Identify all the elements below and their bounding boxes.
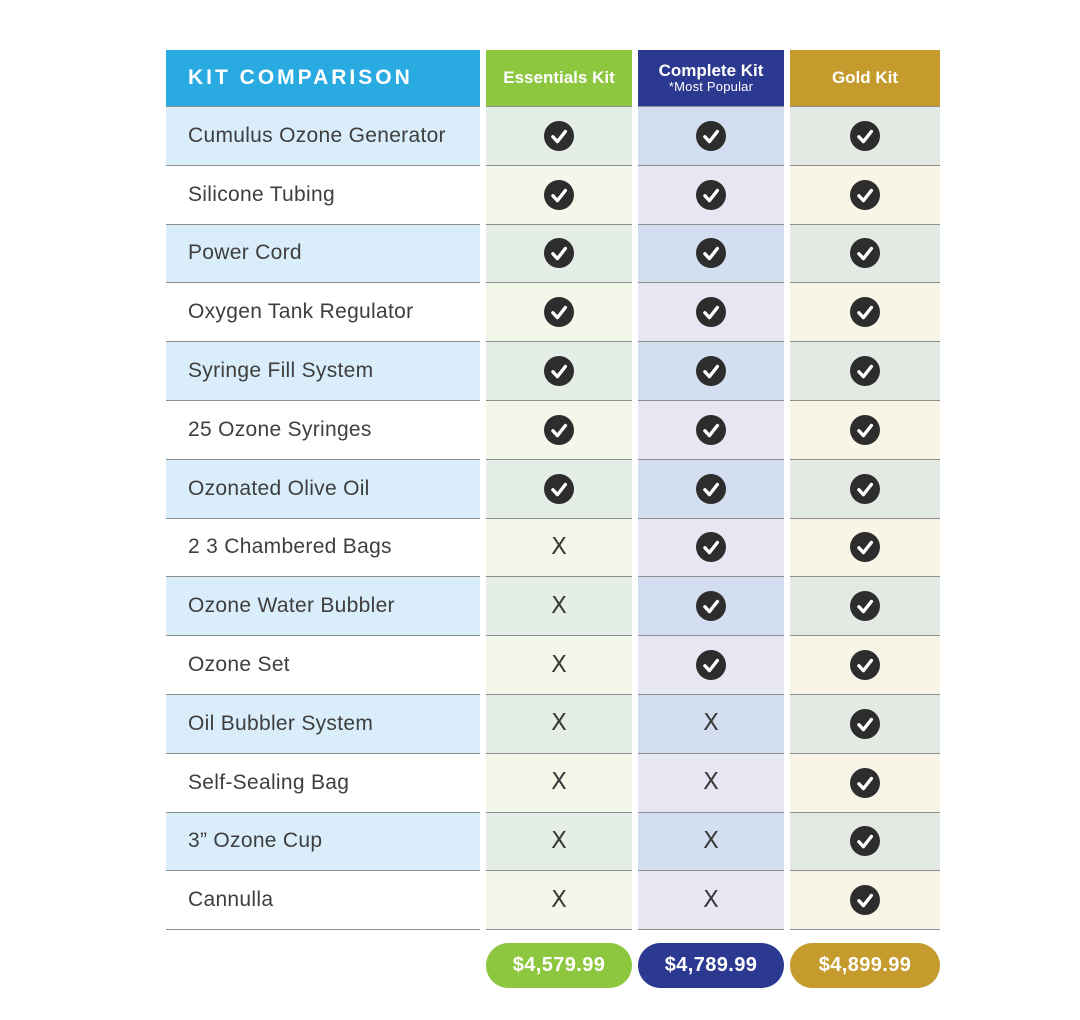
gold-kit-cell bbox=[790, 695, 940, 754]
complete-kit-cell bbox=[638, 460, 784, 519]
feature-label: Cumulus Ozone Generator bbox=[166, 107, 480, 166]
essentials-kit-cell bbox=[486, 401, 632, 460]
check-circle-icon bbox=[850, 474, 880, 504]
column-header-gold-kit bbox=[790, 50, 940, 107]
x-mark-icon: X bbox=[551, 827, 567, 854]
feature-label: 3” Ozone Cup bbox=[166, 813, 480, 872]
essentials-kit-cell bbox=[486, 577, 632, 636]
kit-comparison-table bbox=[166, 50, 940, 988]
essentials-kit-cell bbox=[486, 519, 632, 578]
most-popular-label: *Most Popular bbox=[668, 79, 754, 95]
gold-kit-cell bbox=[790, 283, 940, 342]
feature-label: Cannulla bbox=[166, 871, 480, 930]
complete-kit-cell bbox=[638, 695, 784, 754]
complete-kit-cell bbox=[638, 871, 784, 930]
check-circle-icon bbox=[696, 297, 726, 327]
check-circle-icon bbox=[544, 297, 574, 327]
x-mark-icon: X bbox=[551, 651, 567, 678]
check-circle-icon bbox=[544, 356, 574, 386]
gold-kit-cell bbox=[790, 636, 940, 695]
check-circle-icon bbox=[696, 415, 726, 445]
essentials-kit-cell bbox=[486, 813, 632, 872]
check-circle-icon bbox=[696, 591, 726, 621]
table-header-row bbox=[166, 50, 940, 107]
gold-kit-cell bbox=[790, 460, 940, 519]
essentials-kit-cell bbox=[486, 342, 632, 401]
gold-kit-cell bbox=[790, 225, 940, 284]
table-title bbox=[166, 50, 480, 107]
complete-kit-cell bbox=[638, 813, 784, 872]
x-mark-icon: X bbox=[551, 533, 567, 560]
gold-kit-cell bbox=[790, 754, 940, 813]
x-mark-icon: X bbox=[703, 827, 719, 854]
check-circle-icon bbox=[544, 474, 574, 504]
x-mark-icon: X bbox=[703, 886, 719, 913]
gold-kit-cell bbox=[790, 577, 940, 636]
price-row bbox=[166, 943, 940, 988]
check-circle-icon bbox=[850, 768, 880, 798]
check-circle-icon bbox=[850, 709, 880, 739]
check-circle-icon bbox=[696, 356, 726, 386]
x-mark-icon: X bbox=[551, 769, 567, 796]
gold-kit-cell bbox=[790, 401, 940, 460]
price-badge-complete bbox=[638, 943, 784, 988]
gold-kit-cell bbox=[790, 871, 940, 930]
check-circle-icon bbox=[850, 885, 880, 915]
complete-kit-cell bbox=[638, 519, 784, 578]
complete-kit-cell bbox=[638, 166, 784, 225]
essentials-kit-cell bbox=[486, 754, 632, 813]
complete-kit-cell bbox=[638, 107, 784, 166]
essentials-kit-cell bbox=[486, 695, 632, 754]
essentials-kit-cell bbox=[486, 871, 632, 930]
check-circle-icon bbox=[850, 297, 880, 327]
price-badge-gold bbox=[790, 943, 940, 988]
essentials-kit-label: Essentials Kit bbox=[503, 68, 615, 88]
complete-kit-label: Complete Kit bbox=[658, 60, 764, 80]
feature-label: Syringe Fill System bbox=[166, 342, 480, 401]
x-mark-icon: X bbox=[551, 710, 567, 737]
complete-kit-cell bbox=[638, 401, 784, 460]
feature-label: Ozone Set bbox=[166, 636, 480, 695]
check-circle-icon bbox=[850, 650, 880, 680]
column-header-complete-kit bbox=[638, 50, 784, 107]
check-circle-icon bbox=[850, 415, 880, 445]
check-circle-icon bbox=[696, 238, 726, 268]
check-circle-icon bbox=[696, 180, 726, 210]
check-circle-icon bbox=[850, 826, 880, 856]
check-circle-icon bbox=[850, 180, 880, 210]
check-circle-icon bbox=[696, 474, 726, 504]
x-mark-icon: X bbox=[551, 886, 567, 913]
gold-kit-cell bbox=[790, 166, 940, 225]
feature-label: Oxygen Tank Regulator bbox=[166, 283, 480, 342]
gold-kit-cell bbox=[790, 813, 940, 872]
check-circle-icon bbox=[544, 121, 574, 151]
feature-label: 2 3 Chambered Bags bbox=[166, 519, 480, 578]
check-circle-icon bbox=[850, 121, 880, 151]
feature-label: Ozone Water Bubbler bbox=[166, 577, 480, 636]
check-circle-icon bbox=[544, 415, 574, 445]
check-circle-icon bbox=[850, 532, 880, 562]
feature-label: Power Cord bbox=[166, 225, 480, 284]
complete-kit-cell bbox=[638, 225, 784, 284]
table-body bbox=[166, 107, 940, 930]
check-circle-icon bbox=[850, 591, 880, 621]
essentials-kit-cell bbox=[486, 460, 632, 519]
price-badge-essentials bbox=[486, 943, 632, 988]
gold-kit-cell bbox=[790, 342, 940, 401]
check-circle-icon bbox=[544, 238, 574, 268]
x-mark-icon: X bbox=[703, 769, 719, 796]
feature-label: 25 Ozone Syringes bbox=[166, 401, 480, 460]
column-header-essentials-kit bbox=[486, 50, 632, 107]
check-circle-icon bbox=[544, 180, 574, 210]
feature-label: Self-Sealing Bag bbox=[166, 754, 480, 813]
gold-price-label: $4,899.99 bbox=[818, 954, 912, 977]
complete-kit-cell bbox=[638, 636, 784, 695]
check-circle-icon bbox=[850, 238, 880, 268]
check-circle-icon bbox=[696, 650, 726, 680]
feature-label: Oil Bubbler System bbox=[166, 695, 480, 754]
x-mark-icon: X bbox=[551, 592, 567, 619]
complete-kit-cell bbox=[638, 283, 784, 342]
gold-kit-cell bbox=[790, 519, 940, 578]
essentials-kit-cell bbox=[486, 225, 632, 284]
price-row-spacer bbox=[166, 943, 480, 988]
essentials-price-label: $4,579.99 bbox=[512, 954, 606, 977]
essentials-kit-cell bbox=[486, 636, 632, 695]
gold-kit-label: Gold Kit bbox=[831, 68, 899, 88]
check-circle-icon bbox=[850, 356, 880, 386]
complete-kit-cell bbox=[638, 754, 784, 813]
essentials-kit-cell bbox=[486, 107, 632, 166]
table-title-label: KIT COMPARISON bbox=[188, 66, 413, 89]
essentials-kit-cell bbox=[486, 166, 632, 225]
x-mark-icon: X bbox=[703, 710, 719, 737]
feature-label: Ozonated Olive Oil bbox=[166, 460, 480, 519]
gold-kit-cell bbox=[790, 107, 940, 166]
check-circle-icon bbox=[696, 121, 726, 151]
complete-kit-cell bbox=[638, 342, 784, 401]
feature-label: Silicone Tubing bbox=[166, 166, 480, 225]
complete-price-label: $4,789.99 bbox=[664, 954, 758, 977]
essentials-kit-cell bbox=[486, 283, 632, 342]
check-circle-icon bbox=[696, 532, 726, 562]
complete-kit-cell bbox=[638, 577, 784, 636]
